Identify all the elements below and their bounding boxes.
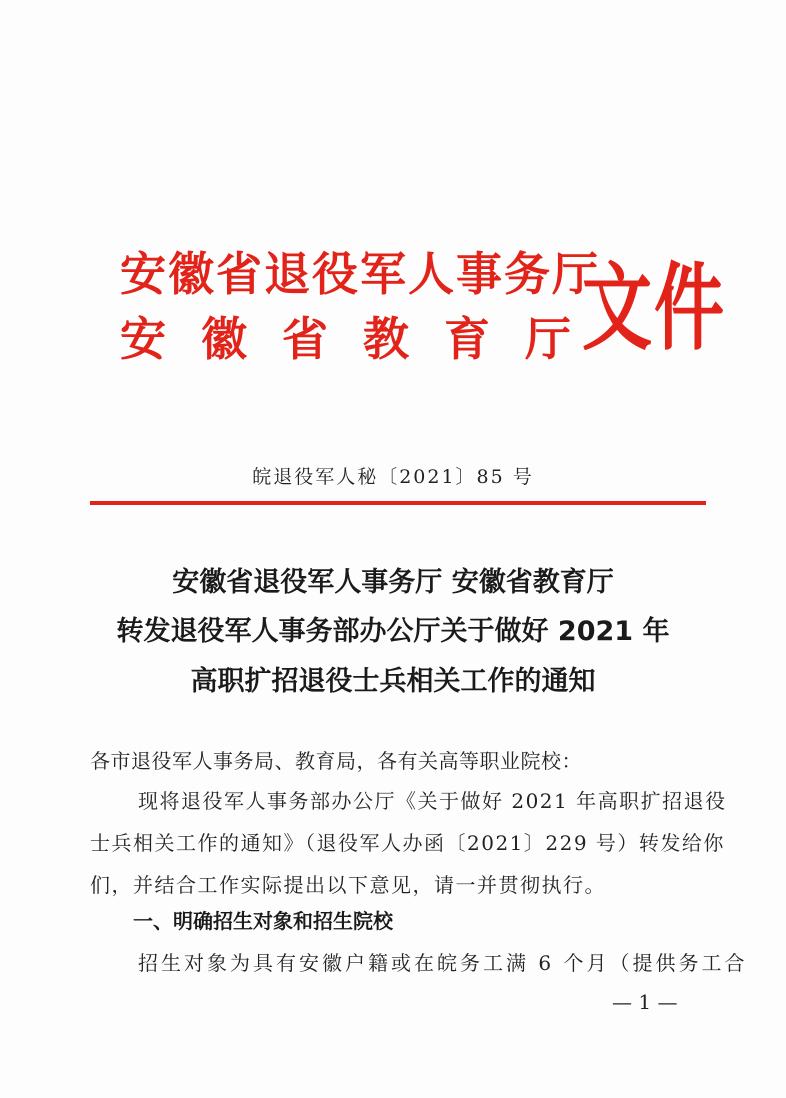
- salutation: 各市退役军人事务局、教育局，各有关高等职业院校：: [90, 749, 582, 773]
- paragraph-1-line-2: 士兵相关工作的通知》（退役军人办函〔2021〕229 号）转发给你: [90, 831, 725, 855]
- document-number: 皖退役军人秘〔2021〕85 号: [252, 466, 534, 488]
- title-line-1: 安徽省退役军人事务厅 安徽省教育厅: [172, 567, 614, 598]
- page-number: — 1 —: [612, 990, 678, 1014]
- section-1-heading: 一、明确招生对象和招生院校: [133, 909, 393, 933]
- document-word: 文件: [582, 252, 726, 364]
- title-line-2: 转发退役军人事务部办公厅关于做好 2021 年: [116, 616, 670, 647]
- paragraph-2-line-1: 招生对象为具有安徽户籍或在皖务工满 6 个月（提供务工合: [138, 951, 748, 975]
- red-divider-line: [90, 501, 706, 505]
- paragraph-1-line-1: 现将退役军人事务部办公厅《关于做好 2021 年高职扩招退役: [138, 789, 727, 813]
- paragraph-1-line-3: 们，并结合工作实际提出以下意见，请一并贯彻执行。: [90, 873, 606, 897]
- issuer-line-2: 安徽省教育厅: [120, 312, 606, 366]
- red-letterhead: [120, 245, 726, 375]
- issuer-line-1: 安徽省退役军人事务厅: [120, 247, 600, 301]
- title-line-3: 高职扩招退役士兵相关工作的通知: [190, 666, 596, 697]
